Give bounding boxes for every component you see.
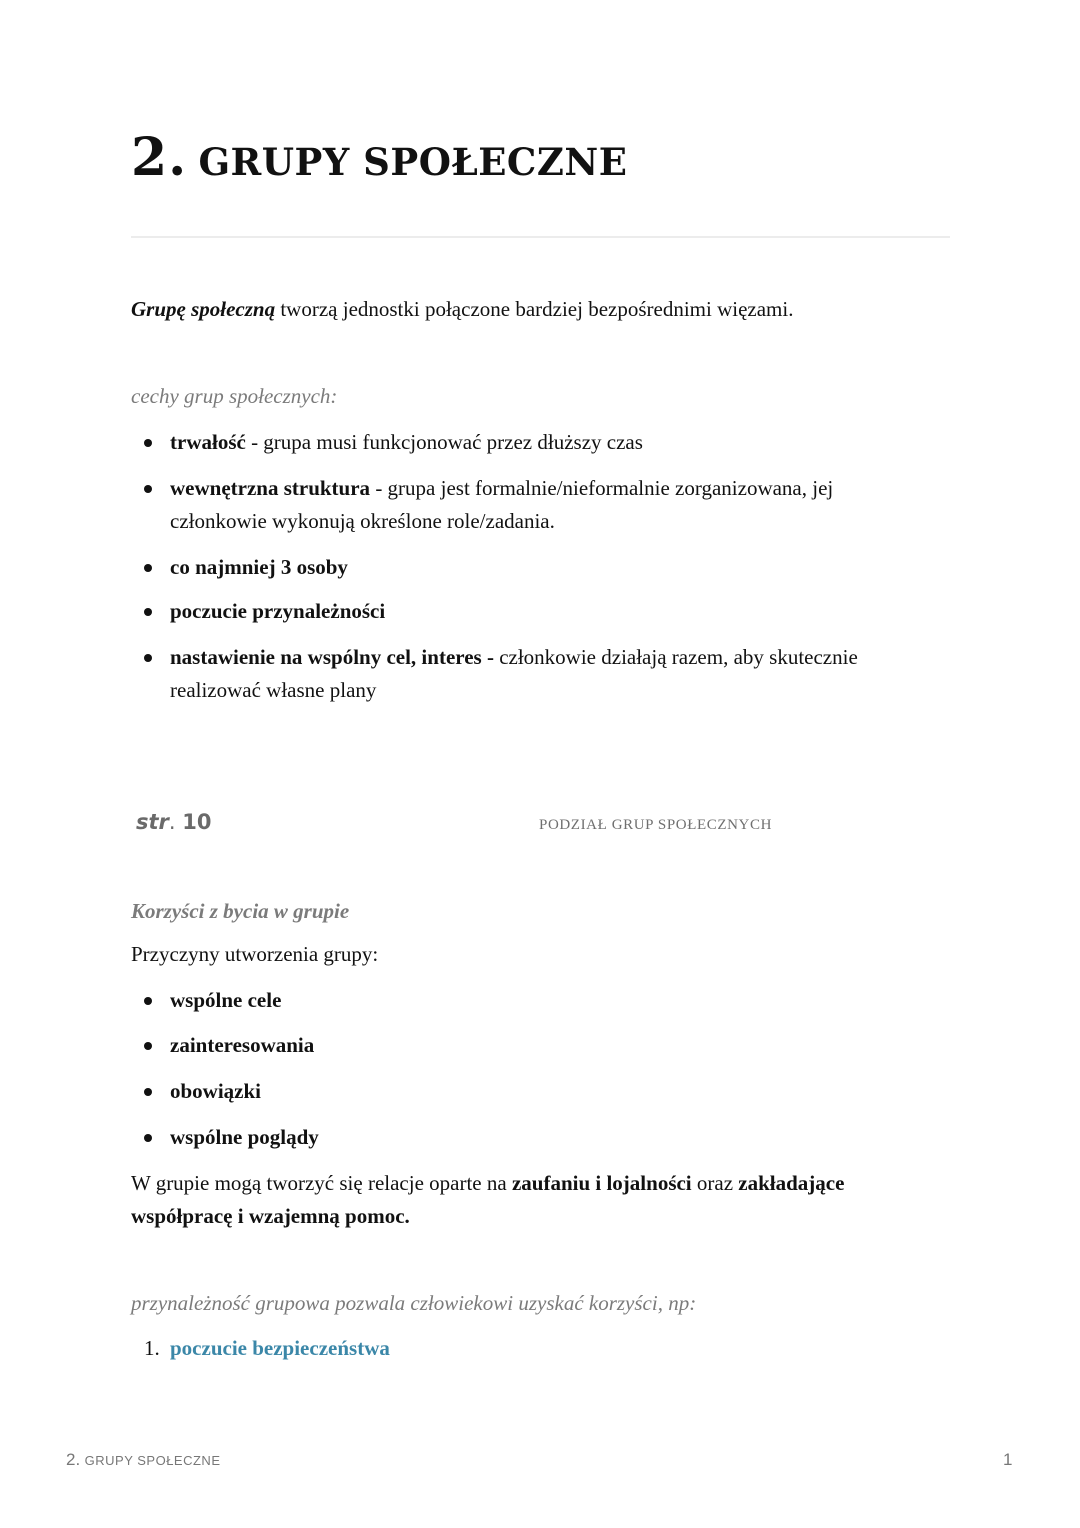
list-item-text: członkowie działają razem, aby skutecznie [493,645,858,669]
list-item-text-continued: członkowie wykonują określone role/zadania. [170,509,555,533]
list-item [131,641,911,707]
numbered-item [131,1332,390,1365]
title-text: GRUPY SPOŁECZNE [198,140,628,184]
list-item [131,1029,911,1062]
definition-term: Grupę społeczną [131,297,276,321]
page-title [131,127,628,188]
title-divider [131,236,950,238]
definition-text: tworzą jednostki połączone bardziej bezpośrednimi więzami. [275,297,794,321]
list-item [131,1075,911,1108]
relations-paragraph [131,1167,844,1233]
definition-paragraph [131,293,793,326]
footer-page-number: 1 [1003,1450,1013,1469]
list-item [131,426,911,459]
footer-section-number: 2. [66,1450,81,1469]
benefit-link[interactable]: poczucie bezpieczeństwa [170,1336,390,1360]
relations-emphasis: zaufaniu i lojalności [511,1171,692,1195]
list-item-term: poczucie przynależności [170,599,386,623]
relations-emphasis: współpracę i wzajemną pomoc. [131,1204,410,1228]
list-item-term: nastawienie na wspólny cel, interes - [170,645,494,669]
membership-note: przynależność grupowa pozwala człowiekowi uzyskać korzyści, np: [131,1291,697,1315]
list-item [131,472,911,538]
page-marker-number: 10 [182,810,212,834]
page-marker-prefix: str [136,810,169,834]
reasons-label: Przyczyny utworzenia grupy: [131,942,379,966]
list-item-term: zainteresowania [170,1033,315,1057]
numbered-item-number: 1. [144,1336,160,1360]
running-head: PODZIAŁ GRUP SPOŁECZNYCH [539,817,773,833]
list-item [131,595,911,628]
list-item-term: wspólne cele [170,988,282,1012]
footer-section-title: GRUPY SPOŁECZNE [84,1453,221,1468]
footer-section [66,1450,221,1470]
list-item-term: obowiązki [170,1079,262,1103]
page-marker-dot: . [168,810,176,834]
relations-emphasis: zakładające [738,1171,845,1195]
list-item [131,1121,911,1154]
list-item-term: wspólne poglądy [170,1125,319,1149]
list-item-term: trwałość [170,430,246,454]
list-item-text: - grupa jest formalnie/nieformalnie zorganizowana, jej [370,476,834,500]
relations-text: oraz [691,1171,739,1195]
list-item-text: - grupa musi funkcjonować przez dłuższy czas [245,430,643,454]
list-item-term: co najmniej 3 osoby [170,555,348,579]
list-item-term: wewnętrzna struktura [170,476,371,500]
list-item [131,551,911,584]
title-number: 2. [131,127,188,188]
benefits-numbered-list [131,1332,390,1365]
benefits-heading: Korzyści z bycia w grupie [131,899,350,923]
list-item-text-continued: realizować własne plany [170,678,377,702]
features-heading-text: cechy grup społecznych [131,384,331,408]
list-item [131,984,911,1017]
relations-text: W grupie mogą tworzyć się relacje oparte na [131,1171,512,1195]
features-heading [131,384,337,409]
page-marker [136,810,212,834]
features-heading-colon: : [330,384,338,408]
